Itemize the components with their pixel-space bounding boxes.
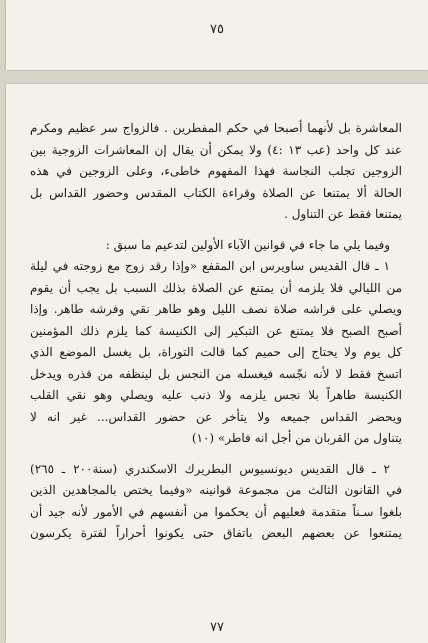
text-line: من الليالي فلا يلزمه أن يمتنع عن الصلاة بذلك السبب بل يجب أن يقوم [30,280,402,295]
text-line: الحالة ألا يمتنعا عن الصلاة وقراءة الكتاب المقدس وحضور القداس بل [30,185,402,200]
page-number-top: ٧٥ [210,22,224,37]
text-line: ويصلي على فراشه صلاة نصف الليل وهو طاهر نقي وفرشه طاهر. وإذا [30,302,402,316]
text-line: ١ ـ قال القديس ساويرس ابن المقفع «وإذا رقد زوج مع زوجته في ليلة [30,259,390,273]
text-line: يمتنعوا عن بعضهم البعض باتفاق حتى يكونوا أحراراً لفترة يكرسون [30,526,402,540]
text-line: يمتنعا فقط عن التناول . [284,207,402,221]
book-page [6,84,428,643]
text-line: أصبح الصبح فلا يمتنع عن التبكير إلى الكنيسة كما يلزم ذلك المؤمنين [30,323,402,338]
text-line: في القانون الثالث من مجموعة قوانينه «وفيما يختص بالمجاهدين الذين [30,483,402,497]
paragraph-1 [30,118,402,226]
text-line: الزوجين تجلب النجاسة فهذا المفهوم خاطىء، وعلى الزوجين في هذه [30,164,402,178]
text-line: الكنيسة طاهراً بلا نجس يلزمه ولا ذنب عليه ويصلي وهو نقي القلب [30,388,402,402]
text-line: وفيما يلي ما جاء في قوانين الآباء الأولين لتدعيم ما سبق : [105,237,390,252]
text-line: ٢ ـ قال القديس ديونسيوس البطريرك الاسكندري (سنة٢٠٠ ـ ٢٦٥) [30,461,390,476]
text-line: المعاشرة بل لأنهما أصبحا في حكم المفطرين . فالزواج سر عظيم ومكرم [30,121,402,135]
text-line: عند كل واحد (عب ١٣ :٤) ولا يمكن أن يقال إن المعاشرات الزوجية بين [30,142,402,157]
page-body-text [30,118,402,545]
text-line: ويحضر القداس جميعه ولا يتأخر عن حضور القداس... غير انه لا [30,409,402,424]
text-line: كل يوم ولا يحتاج إلى حميم كما قالت التوراة، بل يغسل الموضع الذي [30,345,402,359]
text-line: اتسخ فقط لا لأنه نجّسه فيغسله من النجس بل لينظفه من قذره ويدخل [30,366,402,381]
paragraph-3 [30,256,402,450]
previous-page-strip [6,0,428,70]
text-line: بلغوا سـناً متقدمة فعليهم أن يحكموا من أنفسهم في الأمور لأنه جيد أن [30,504,402,519]
paragraph-2 [30,235,402,257]
text-line: يتناول من القربان من أجل انه فاطر» (١٠) [191,431,402,445]
page-number-bottom: ٧٧ [210,620,224,635]
paragraph-4 [30,459,402,545]
